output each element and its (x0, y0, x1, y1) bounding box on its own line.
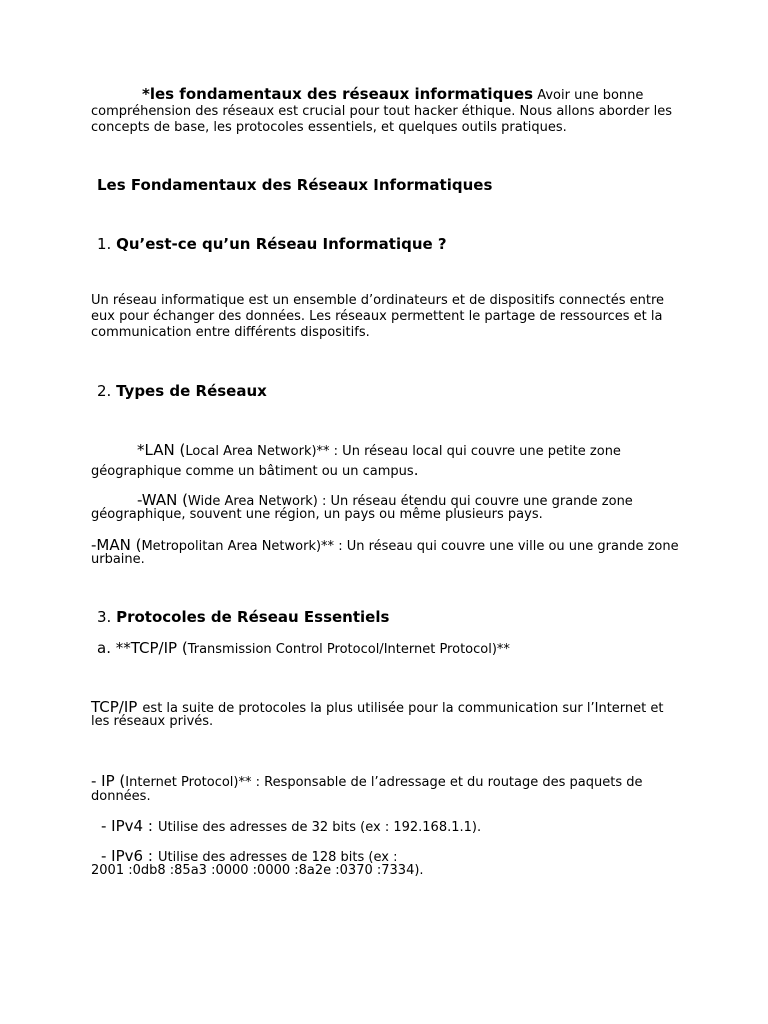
lan-line-2-text: géographique comme un bâtiment ou un campus (91, 464, 414, 479)
ip-line-2: données. (91, 789, 151, 804)
lan-line-1 (137, 440, 621, 460)
main-title: Les Fondamentaux des Réseaux Informatiques (97, 176, 493, 194)
subsection-a-heading (97, 638, 510, 658)
wan-term: -WAN ( (137, 491, 188, 509)
ip-line-1 (91, 771, 643, 791)
tcpip-term: TCP/IP (91, 698, 138, 716)
ipv6-text: Utilise des adresses de 128 bits (ex : (158, 850, 398, 865)
man-line-1 (91, 535, 679, 555)
intro-line-1 (142, 86, 643, 104)
section-3-number: 3. (97, 608, 112, 626)
tcpip-line-2: les réseaux privés. (91, 714, 214, 729)
subsection-a-expansion: Transmission Control Protocol/Internet Protocol)** (187, 642, 510, 657)
man-line-2: urbaine. (91, 552, 145, 567)
lan-term: *LAN ( (137, 441, 186, 459)
man-expansion: Metropolitan Area Network)** : Un réseau qui couvre une ville ou une grande zone (141, 539, 679, 554)
ipv4-term: - IPv4 : (101, 817, 153, 835)
ipv4-text: Utilise des adresses de 32 bits (ex : 192.168.1.1). (158, 820, 482, 835)
tcpip-line-1-text: est la suite de protocoles la plus utilisée pour la communication sur l’Internet et (142, 701, 664, 716)
wan-expansion: Wide Area Network) : Un réseau étendu qui couvre une grande zone (187, 494, 633, 509)
section-1-title: Qu’est-ce qu’un Réseau Informatique ? (116, 235, 447, 253)
wan-line-2: géographique, souvent une région, un pays ou même plusieurs pays. (91, 507, 543, 522)
section-1-heading (97, 235, 447, 253)
section-2-title: Types de Réseaux (116, 382, 267, 400)
section-2-number: 2. (97, 382, 112, 400)
intro-line-1-tail: Avoir une bonne (537, 88, 644, 103)
subsection-a-label: a. **TCP/IP ( (97, 639, 188, 657)
lan-expansion: Local Area Network)** : Un réseau local qui couvre une petite zone (185, 444, 621, 459)
section-3-title: Protocoles de Réseau Essentiels (116, 608, 390, 626)
section-3-heading (97, 608, 389, 626)
ipv4-line (101, 816, 481, 836)
intro-title: *les fondamentaux des réseaux informatiques (142, 85, 534, 103)
intro-line-3: concepts de base, les protocoles essentiels, et quelques outils pratiques. (91, 120, 567, 135)
section-1-number: 1. (97, 235, 112, 253)
lan-line-2 (91, 460, 418, 480)
section-1-para-line-3: communication entre différents dispositifs. (91, 325, 370, 340)
section-1-para-line-1: Un réseau informatique est un ensemble d’ordinateurs et de dispositifs connectés entre (91, 293, 665, 308)
lan-line-2-end: . (413, 461, 419, 479)
ip-term: - IP ( (91, 772, 126, 790)
man-term: -MAN ( (91, 536, 142, 554)
ipv6-term: - IPv6 : (101, 847, 153, 865)
intro-line-2: compréhension des réseaux est crucial pour tout hacker éthique. Nous allons aborder les (91, 104, 673, 119)
section-2-heading (97, 382, 267, 400)
section-1-para-line-2: eux pour échanger des données. Les réseaux permettent le partage de ressources et la (91, 309, 663, 324)
ipv6-line-2: 2001 :0db8 :85a3 :0000 :0000 :8a2e :0370 :7334). (91, 863, 424, 878)
ip-line-1-text: Internet Protocol)** : Responsable de l’adressage et du routage des paquets de (125, 775, 643, 790)
